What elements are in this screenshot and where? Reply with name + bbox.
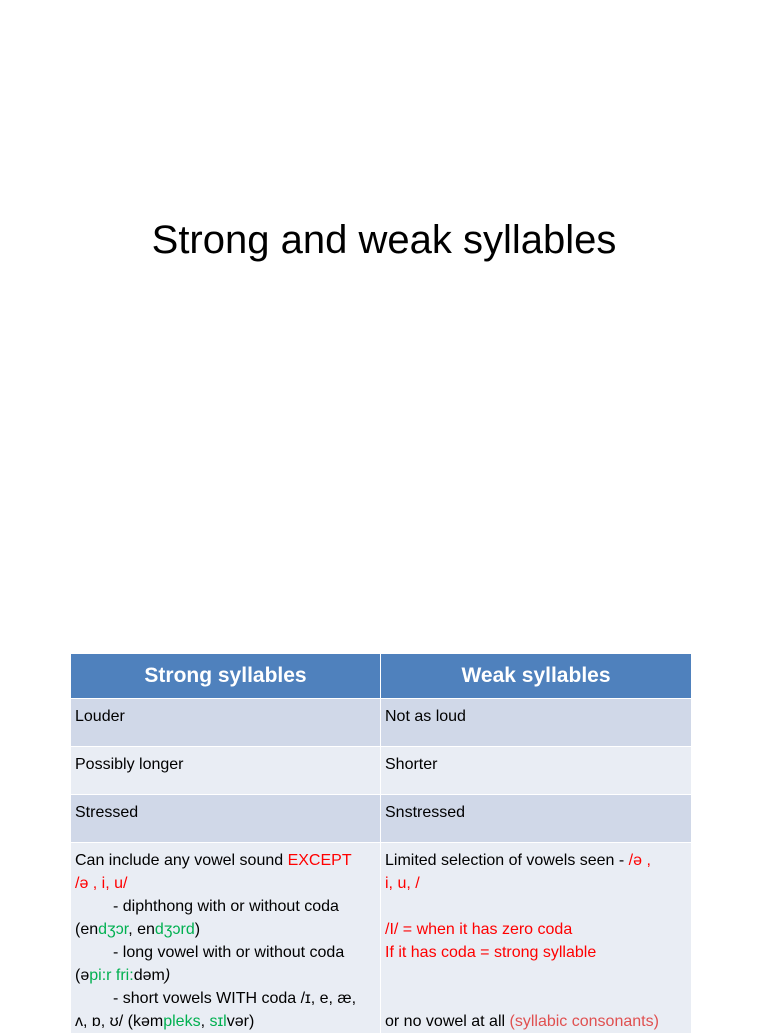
cell-weak: Snstressed [381, 795, 692, 843]
cell-strong: Possibly longer [71, 747, 381, 795]
strong-line-2: /ə , i, u/ [75, 875, 128, 892]
table-row-detail [71, 843, 692, 1034]
highlight-text: sɪl [209, 1013, 227, 1030]
strong-line-4 [75, 918, 376, 941]
text: or no vowel at all [385, 1013, 510, 1030]
table-header-row [71, 654, 692, 699]
table-row [71, 747, 692, 795]
cell-weak: Not as loud [381, 699, 692, 747]
spacer [385, 895, 687, 918]
text: vər) [226, 1013, 255, 1030]
strong-line-6 [75, 964, 376, 987]
cell-strong-detail [71, 843, 381, 1034]
spacer [385, 987, 687, 1010]
weak-line-5 [385, 1010, 687, 1033]
highlight-text: dʒɔrd [154, 921, 195, 938]
table-row [71, 699, 692, 747]
weak-line-3: /I/ = when it has zero coda [385, 921, 573, 938]
text: (ə [75, 967, 90, 984]
cell-strong: Stressed [71, 795, 381, 843]
weak-line-1 [385, 849, 687, 872]
strong-line-3: - diphthong with or without coda [113, 898, 339, 915]
highlight-text: dʒɔr [98, 921, 129, 938]
text: , en [128, 921, 155, 938]
weak-line-4: If it has coda = strong syllable [385, 944, 597, 961]
highlight-text: pleks [163, 1013, 201, 1030]
strong-line-8 [75, 1010, 376, 1033]
syllables-table [70, 653, 692, 1034]
text: (en [75, 921, 99, 938]
text: , [200, 1013, 210, 1030]
text: ʌ, ɒ, ʊ/ (kəm [75, 1013, 164, 1030]
text: dəm [133, 967, 165, 984]
strong-line-5: - long vowel with or without coda [113, 944, 345, 961]
slide-title: Strong and weak syllables [151, 218, 617, 262]
except-text: EXCEPT [287, 852, 352, 869]
syllabic-consonants-text: (syllabic consonants) [509, 1013, 659, 1030]
strong-line-1 [75, 849, 376, 872]
vowel-list-text: /ə , [628, 852, 651, 869]
highlight-text: pi:r fri: [89, 967, 134, 984]
strong-line-7: - short vowels WITH coda /ɪ, e, æ, [113, 990, 357, 1007]
text: Limited selection of vowels seen - [385, 852, 629, 869]
header-weak: Weak syllables [381, 654, 692, 699]
table-row [71, 795, 692, 843]
text: ) [194, 921, 201, 938]
cell-weak-detail [381, 843, 692, 1034]
spacer [385, 964, 687, 987]
text: Can include any vowel sound [75, 852, 288, 869]
header-strong: Strong syllables [71, 654, 381, 699]
text: ) [164, 967, 171, 984]
weak-line-2: i, u, / [385, 875, 420, 892]
cell-strong: Louder [71, 699, 381, 747]
cell-weak: Shorter [381, 747, 692, 795]
